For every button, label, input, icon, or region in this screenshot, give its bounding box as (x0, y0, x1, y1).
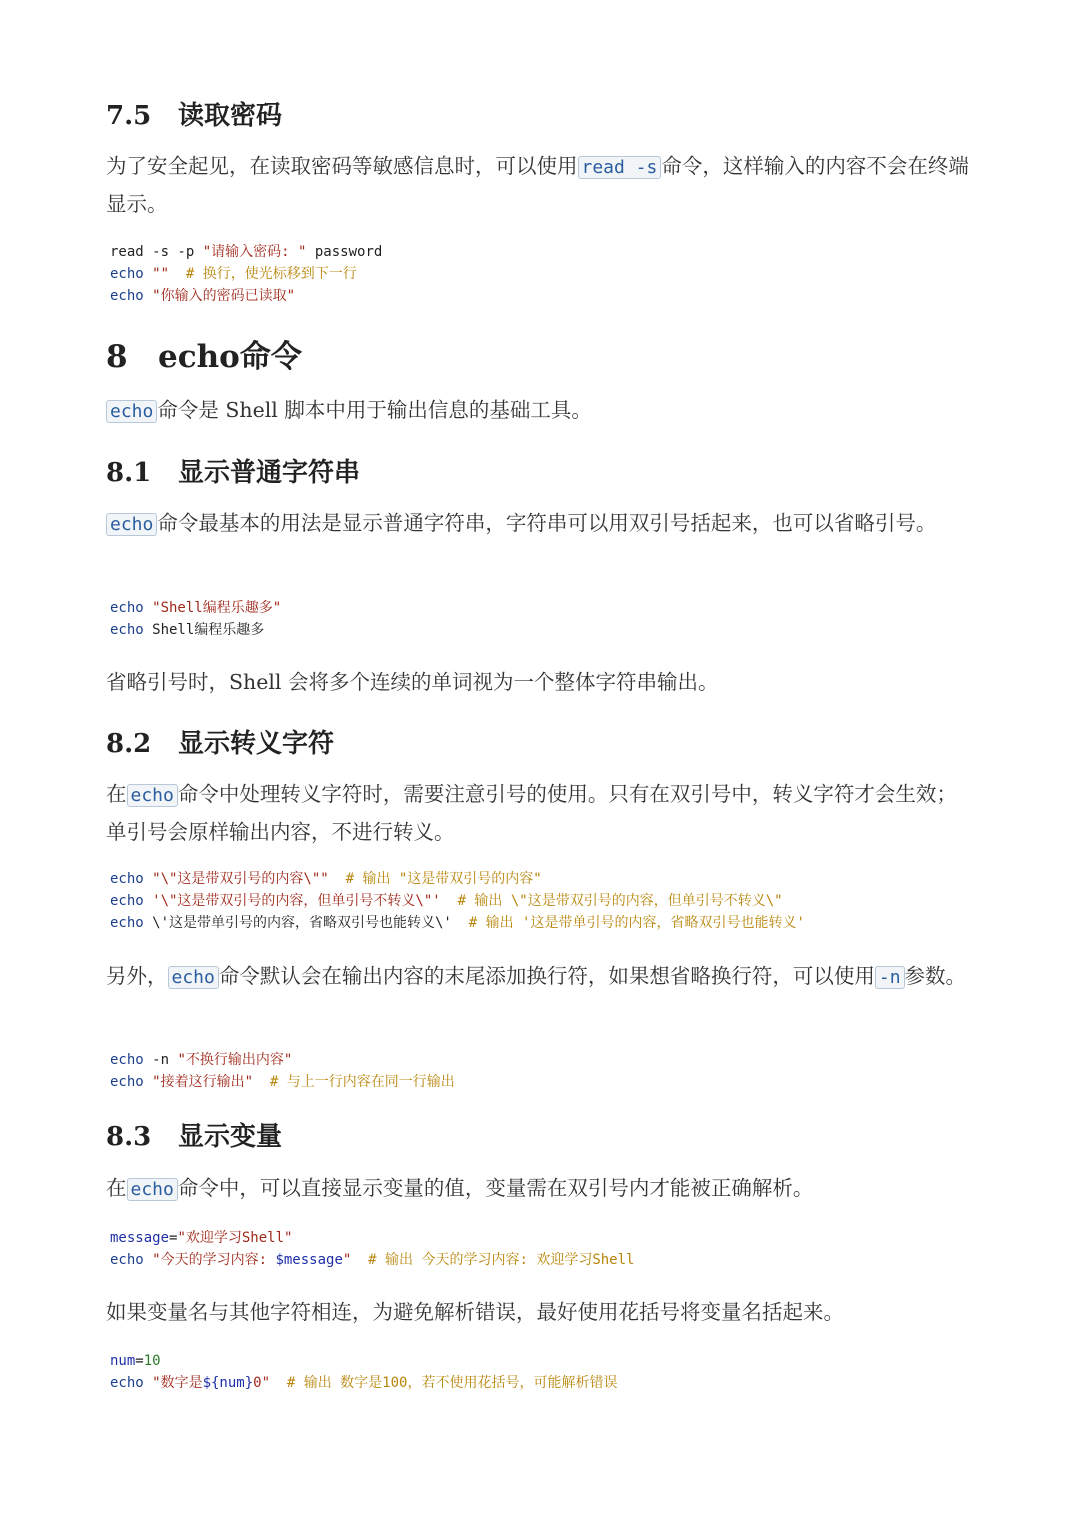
inline-code-echo: echo (127, 784, 178, 807)
paragraph-read-password: 为了安全起见，在读取密码等敏感信息时，可以使用 read -s 命令，这样输入的内容不会在终端显示。 (106, 154, 969, 216)
code-block-no-newline: echo -n "不换行输出内容" echo "接着这行输出" # 与上一行内容在同一行输出 (110, 1052, 455, 1090)
section-heading-8-1: 8.1 显示普通字符串 (106, 458, 361, 488)
section-heading-8-2: 8.2 显示转义字符 (106, 729, 335, 759)
inline-code-echo: echo (127, 1178, 178, 1201)
section-heading-7-5: 7.5 读取密码 (106, 101, 283, 131)
code-block-escape-chars: echo "\"这是带双引号的内容\"" # 输出 "这是带双引号的内容" echo '\"这是带双引号的内容，但单引号不转义\"' # 输出 \"这是带双引号的内容，但单引号不转义\" echo \'这是带单引号的内容，省略双引号也能转义\' # 输出 '这是带单引号的内容，省略双引号也能转义' (110, 871, 805, 931)
paragraph-variables: 在 echo 命令中，可以直接显示变量的值，变量需在双引号内才能被正确解析。 (106, 1176, 814, 1200)
paragraph-braces: 如果变量名与其他字符相连，为避免解析错误，最好使用花括号将变量名括起来。 (106, 1300, 844, 1324)
inline-code-echo: echo (106, 513, 157, 536)
paragraph-omit-quotes: 省略引号时，Shell 会将多个连续的单词视为一个整体字符串输出。 (106, 670, 719, 694)
paragraph-escape-chars: 在 echo 命令中处理转义字符时，需要注意引号的使用。只有在双引号中，转义字符才会生效；单引号会原样输出内容，不进行转义。 (106, 782, 957, 844)
inline-code-echo: echo (168, 966, 219, 989)
code-block-variables: message="欢迎学习Shell" echo "今天的学习内容: $message" # 输出 今天的学习内容: 欢迎学习Shell (110, 1230, 635, 1268)
code-block-read-password: read -s -p "请输入密码: " password echo "" # 换行，使光标移到下一行 echo "你输入的密码已读取" (110, 244, 383, 304)
code-block-plain-string: echo "Shell编程乐趣多" echo Shell编程乐趣多 (110, 600, 282, 638)
section-heading-8-3: 8.3 显示变量 (106, 1122, 283, 1152)
inline-code-n-flag: -n (875, 966, 905, 989)
inline-code-echo: echo (106, 400, 157, 423)
paragraph-newline-option: 另外， echo 命令默认会在输出内容的末尾添加换行符，如果想省略换行符，可以使用 -n 参数。 (106, 964, 967, 988)
code-block-braces: num=10 echo "数字是${num}0" # 输出 数字是100，若不使用花括号，可能解析错误 (110, 1353, 618, 1391)
paragraph-plain-string: echo 命令最基本的用法是显示普通字符串，字符串可以用双引号括起来，也可以省略引号。 (106, 505, 972, 543)
inline-code-read-s: read -s (578, 156, 662, 179)
section-heading-8: 8 echo命令 (106, 339, 302, 375)
paragraph-echo-intro: echo 命令是 Shell 脚本中用于输出信息的基础工具。 (106, 392, 972, 430)
